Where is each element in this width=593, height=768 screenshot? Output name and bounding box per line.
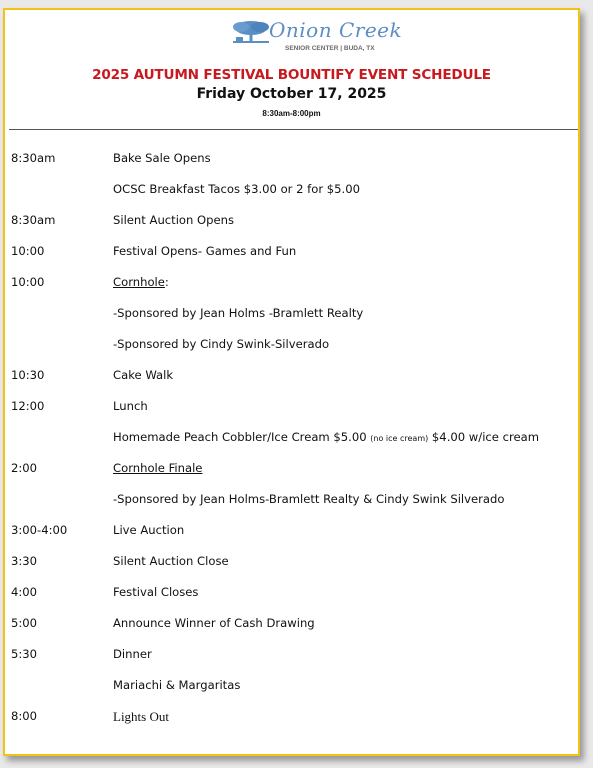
schedule-desc: Dinner xyxy=(113,647,152,661)
schedule-time: 10:30 xyxy=(11,368,45,382)
schedule-row xyxy=(5,492,580,512)
cobbler-price: Homemade Peach Cobbler/Ice Cream $5.00 xyxy=(113,430,371,444)
cobbler-price-ice-cream: $4.00 w/ice cream xyxy=(428,430,540,444)
schedule-time: 10:00 xyxy=(11,244,45,258)
schedule-time: 5:00 xyxy=(11,616,38,630)
logo-name: Onion Creek xyxy=(269,18,403,42)
schedule-time: 4:00 xyxy=(11,585,38,599)
schedule-row xyxy=(5,461,580,481)
schedule-time: 2:00 xyxy=(11,461,38,475)
schedule-desc: -Sponsored by Jean Holms -Bramlett Realty xyxy=(113,306,364,320)
schedule-time: 12:00 xyxy=(11,399,45,413)
schedule-row xyxy=(5,182,580,202)
schedule-row xyxy=(5,275,580,295)
header-divider xyxy=(9,129,578,130)
schedule-desc: Announce Winner of Cash Drawing xyxy=(113,616,315,630)
logo-subtitle: SENIOR CENTER | BUDA, TX xyxy=(285,45,375,52)
schedule-row xyxy=(5,678,580,698)
document-page xyxy=(3,8,580,756)
schedule-desc: Mariachi & Margaritas xyxy=(113,678,241,692)
schedule-desc: Bake Sale Opens xyxy=(113,151,211,165)
cornhole-heading: Cornhole xyxy=(113,275,165,289)
schedule-desc: Festival Opens- Games and Fun xyxy=(113,244,297,258)
schedule-time: 8:30am xyxy=(11,213,56,227)
cobbler-note: (no ice cream) xyxy=(370,434,429,443)
schedule-row xyxy=(5,244,580,264)
schedule-row xyxy=(5,647,580,667)
schedule-desc: Silent Auction Close xyxy=(113,554,229,568)
schedule-time: 10:00 xyxy=(11,275,45,289)
schedule-row xyxy=(5,151,580,171)
schedule-row xyxy=(5,368,580,388)
schedule-desc: Lights Out xyxy=(113,709,169,724)
schedule-row xyxy=(5,616,580,636)
schedule-row xyxy=(5,585,580,605)
schedule-time: 8:00 xyxy=(11,709,38,723)
schedule-time: 3:00-4:00 xyxy=(11,523,68,537)
schedule-desc: Lunch xyxy=(113,399,148,413)
schedule-desc: -Sponsored by Cindy Swink-Silverado xyxy=(113,337,330,351)
schedule-desc: -Sponsored by Jean Holms-Bramlett Realty & Cindy Swink Silverado xyxy=(113,492,505,506)
schedule-desc: Cornhole Finale xyxy=(113,461,203,475)
schedule-row xyxy=(5,306,580,326)
schedule-desc: Live Auction xyxy=(113,523,185,537)
schedule-row xyxy=(5,337,580,357)
schedule-desc xyxy=(113,430,539,444)
schedule-desc: OCSC Breakfast Tacos $3.00 or 2 for $5.00 xyxy=(113,182,360,196)
onion-creek-logo xyxy=(231,16,403,60)
event-date: Friday October 17, 2025 xyxy=(196,86,387,102)
event-hours: 8:30am-8:00pm xyxy=(262,109,321,118)
schedule-row xyxy=(5,430,580,450)
schedule-desc: Cake Walk xyxy=(113,368,174,382)
page-title: 2025 AUTUMN FESTIVAL BOUNTIFY EVENT SCHEDULE xyxy=(92,67,491,83)
tree-icon xyxy=(231,18,271,46)
schedule-row xyxy=(5,554,580,574)
schedule-desc xyxy=(113,275,169,289)
schedule-row xyxy=(5,213,580,233)
schedule-row xyxy=(5,523,580,543)
schedule-row xyxy=(5,709,580,729)
schedule-time: 5:30 xyxy=(11,647,38,661)
schedule-desc: Silent Auction Opens xyxy=(113,213,235,227)
schedule-time: 3:30 xyxy=(11,554,38,568)
schedule-time: 8:30am xyxy=(11,151,56,165)
cornhole-colon: : xyxy=(164,275,169,289)
schedule-row xyxy=(5,399,580,419)
schedule-desc: Festival Closes xyxy=(113,585,199,599)
